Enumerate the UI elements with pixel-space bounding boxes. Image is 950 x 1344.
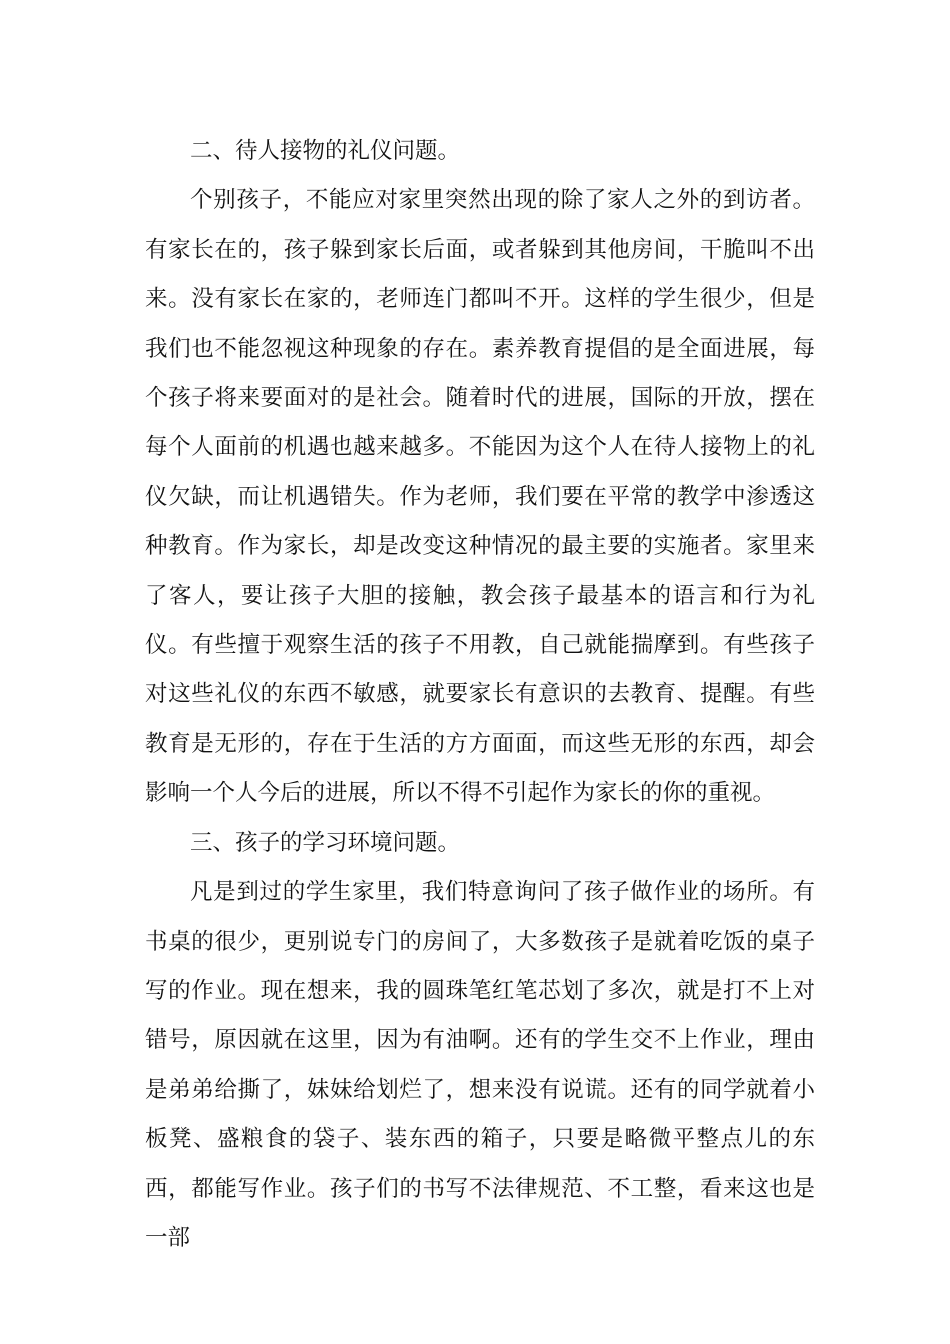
section-heading-etiquette: 二、待人接物的礼仪问题。 — [190, 138, 461, 164]
paragraph-study-environment: 凡是到过的学生家里，我们特意询问了孩子做作业的场所。有书桌的很少，更别说专门的房间了，大多数孩子是就着吃饭的桌子写的作业。现在想来，我的圆珠笔红笔芯划了多次，就是打不上对错号，原因就在这里，因为有油啊。还有的学生交不上作业，理由是弟弟给撕了，妹妹给划烂了，想来没有说谎。还有的同学就着小板凳、盛粮食的袋子、装东西的箱子，只要是略微平整点儿的东西，都能写作业。孩子们的书写不法律规范、不工整，看来这也是一部 — [145, 879, 815, 1251]
paragraph-etiquette: 个别孩子，不能应对家里突然出现的除了家人之外的到访者。有家长在的，孩子躲到家长后面，或者躲到其他房间，干脆叫不出来。没有家长在家的，老师连门都叫不开。这样的学生很少，但是我们也不能忽视这种现象的存在。素养教育提倡的是全面进展，每个孩子将来要面对的是社会。随着时代的进展，国际的开放，摆在每个人面前的机遇也越来越多。不能因为这个人在待人接物上的礼仪欠缺，而让机遇错失。作为老师，我们要在平常的教学中渗透这种教育。作为家长，却是改变这种情况的最主要的实施者。家里来了客人，要让孩子大胆的接触，教会孩子最基本的语言和行为礼仪。有些擅于观察生活的孩子不用教，自己就能揣摩到。有些孩子对这些礼仪的东西不敏感，就要家长有意识的去教育、提醒。有些教育是无形的，存在于生活的方方面面，而这些无形的东西，却会影响一个人今后的进展，所以不得不引起作为家长的你的重视。 — [145, 187, 815, 807]
document-body — [145, 127, 815, 1263]
section-heading-study-environment: 三、孩子的学习环境问题。 — [190, 829, 461, 856]
